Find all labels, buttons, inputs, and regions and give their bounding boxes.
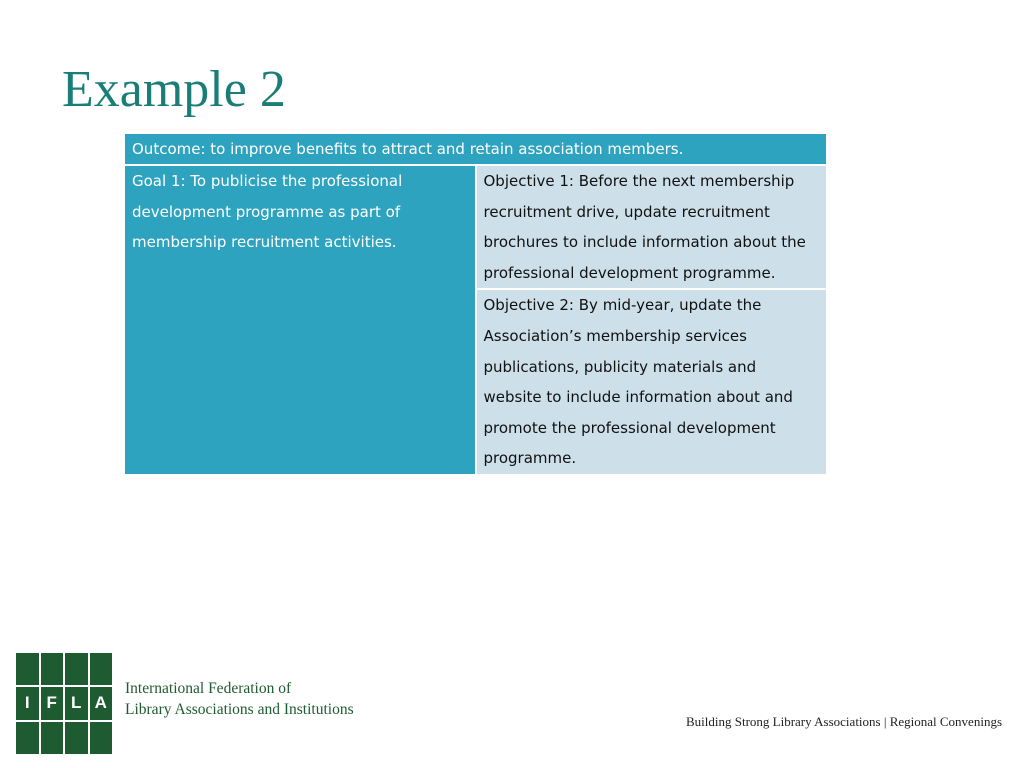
logo-tile [65, 653, 88, 685]
logo-tile [90, 722, 113, 754]
objective-1-cell: Objective 1: Before the next membership recruitment drive, update recruitment brochures to include information about the professional development programme. [476, 165, 827, 289]
logo-tile [65, 722, 88, 754]
slide-title: Example 2 [62, 61, 286, 118]
outcome-cell: Outcome: to improve benefits to attract and retain association members. [125, 134, 826, 165]
logo-letter-f: F [41, 687, 64, 719]
logo-tile [90, 653, 113, 685]
outcome-goal-table [125, 134, 826, 474]
outcome-row [125, 134, 826, 165]
org-name-line-1: International Federation of [125, 680, 292, 697]
logo-tile [16, 653, 39, 685]
logo-letter-a: A [90, 687, 113, 719]
org-name-line-2: Library Associations and Institutions [125, 701, 354, 718]
organization-name [125, 678, 354, 720]
logo-letter-i: I [16, 687, 39, 719]
goal-cell: Goal 1: To publicise the professional development programme as part of membership recruitment activities. [125, 165, 476, 474]
footer-tagline: Building Strong Library Associations | Regional Convenings [685, 714, 1002, 729]
logo-letter-l: L [65, 687, 88, 719]
ifla-logo [16, 653, 112, 754]
logo-tile [41, 722, 64, 754]
objective-2-cell: Objective 2: By mid-year, update the Association’s membership services publications, publicity materials and website to include information about and promote the professional development programme. [476, 289, 827, 474]
logo-tile [16, 722, 39, 754]
logo-tile [41, 653, 64, 685]
goal-row [125, 165, 826, 289]
